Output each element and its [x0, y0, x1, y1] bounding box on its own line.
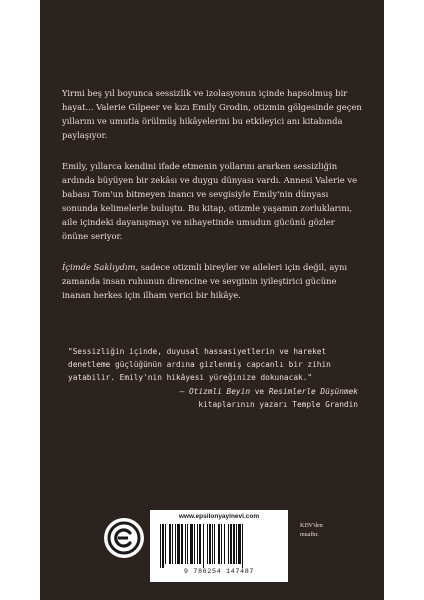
barcode-bar [209, 524, 211, 564]
barcode-bar [199, 524, 201, 564]
barcode-bar [224, 524, 225, 564]
quote-attribution [68, 386, 368, 399]
barcode-bar [212, 524, 213, 564]
isbn-digits: 9 786254 147487 [183, 568, 255, 576]
epsilon-logo-icon [104, 518, 144, 558]
barcode-bar [160, 524, 161, 568]
quote-attribution-author: kitaplarının yazarı Temple Grandin [198, 400, 358, 410]
barcode-bar [233, 524, 235, 564]
attribution-book-1: Otizmli Beyin [188, 387, 251, 397]
bottom-block [40, 508, 384, 588]
barcode-bar [181, 524, 183, 564]
barcode-bar [187, 524, 188, 564]
barcode-bar [162, 524, 164, 568]
barcode-bar [238, 524, 241, 564]
barcode-bar [203, 524, 204, 568]
barcode-bar [230, 524, 232, 564]
attribution-dash: – [179, 387, 189, 397]
barcode-bar [236, 524, 237, 564]
tax-note-line-2: muaftır. [300, 532, 319, 538]
blurb-paragraph-1: Yirmi beş yıl boyunca sessizlik ve izolasyonun içinde hapsolmuş bir hayat... Valerie Gilpeer ve kızı Emily Grodin, otizmin gölgesinde geçen yıllarını ve umutla örülmüş hikâyelerini bu etkileyici anı kitabında paylaşıyor. [62, 88, 362, 140]
publisher-url: www.epsilonyayinevi.com [178, 513, 260, 520]
blurb-paragraph-2: Emily, yıllarca kendini ifade etmenin yollarını ararken sessizliğin ardında büyüyen bir zekâsı ve duygu dünyası vardı. Annesi Valerie ve babası Tom'un bitmeyen inancı ve sevgisiyle Emily'nin dünyası sonunda kelimelerle buluştu. Bu kitap, otizmle yaşamın zorluklarını, aile içindeki dayanışmayı ve nihayetinde umudun gücünü gözler önüne seriyor. [62, 161, 358, 241]
barcode-bar [185, 524, 186, 564]
blurb [62, 86, 362, 319]
attribution-book-2: Resimlerle Düşünmek [268, 387, 358, 397]
book-title-italic: İçimde Saklıydım [62, 262, 136, 272]
barcode-bar [172, 524, 173, 564]
barcode-bar [175, 524, 176, 564]
barcode-bar [169, 524, 171, 564]
barcode-icon [158, 524, 280, 568]
blurb-paragraph-3 [62, 260, 362, 302]
barcode-bar [165, 524, 166, 564]
blurb-paragraph-3-rest: , sadece otizmli bireyler ve aileleri için değil, aynı zamanda insan ruhunun direncine ve sevginin iyileştirici gücüne inanan herkes için ilham verici bir hikâye. [62, 262, 348, 300]
barcode-bar [207, 524, 208, 564]
endorsement-quote [68, 346, 368, 412]
barcode-bar [190, 524, 193, 564]
barcode-bar [218, 524, 220, 564]
barcode-bar [197, 524, 198, 564]
barcode-bar [214, 524, 215, 564]
barcode-bar [194, 524, 195, 564]
barcode-bar [177, 524, 180, 564]
barcode-box [150, 510, 288, 582]
barcode-bar [242, 524, 243, 568]
back-cover [40, 0, 384, 600]
tax-note [300, 522, 323, 540]
barcode-bar [228, 524, 229, 564]
barcode-bar [221, 524, 222, 564]
tax-note-line-1: KDV'den [300, 523, 323, 529]
quote-text: "Sessizliğin içinde, duyusal hassasiyetlerin ve hareket denetleme güçlüğünün ardına gizlenmiş capcanlı bir zihin yatabilir. Emily'nin hikâyesi yüreğinize dokunacak." [68, 347, 331, 382]
attribution-and: ve [250, 387, 269, 397]
